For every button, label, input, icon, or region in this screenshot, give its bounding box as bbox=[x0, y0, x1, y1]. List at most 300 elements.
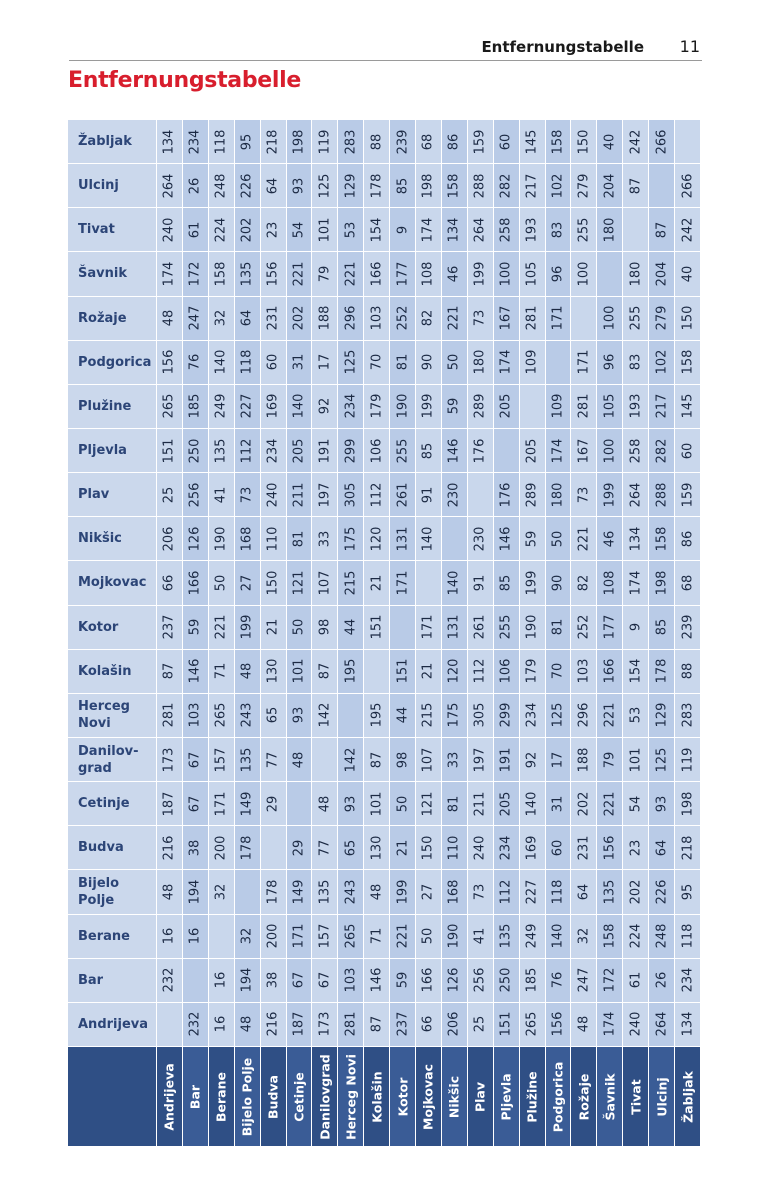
distance-cell bbox=[209, 473, 235, 517]
distance-value: 103 bbox=[343, 967, 359, 993]
distance-value: 125 bbox=[654, 747, 670, 772]
distance-cell bbox=[183, 738, 209, 782]
row-label-text: Bijelo Polje bbox=[78, 875, 120, 908]
distance-value: 59 bbox=[395, 971, 411, 989]
distance-value: 60 bbox=[498, 133, 514, 150]
distance-value: 135 bbox=[317, 879, 333, 905]
row-label bbox=[68, 208, 157, 252]
distance-value: 156 bbox=[550, 1011, 566, 1037]
distance-cell bbox=[442, 694, 468, 738]
distance-value: 86 bbox=[446, 133, 462, 150]
distance-cell bbox=[390, 561, 416, 605]
running-header bbox=[69, 34, 702, 61]
distance-cell bbox=[390, 297, 416, 341]
distance-value: 140 bbox=[291, 393, 307, 419]
distance-value: 60 bbox=[680, 442, 696, 459]
distance-cell bbox=[235, 252, 261, 296]
distance-cell bbox=[675, 429, 701, 473]
distance-cell bbox=[494, 517, 520, 561]
distance-value: 112 bbox=[498, 879, 514, 905]
distance-value: 194 bbox=[187, 879, 203, 905]
distance-cell bbox=[312, 473, 338, 517]
distance-cell bbox=[338, 341, 364, 385]
distance-value: 218 bbox=[265, 129, 281, 154]
distance-value: 53 bbox=[628, 707, 644, 724]
distance-cell bbox=[261, 473, 287, 517]
distance-value: 86 bbox=[680, 530, 696, 548]
distance-cell bbox=[183, 650, 209, 694]
row-label-text: Cetinje bbox=[78, 796, 130, 812]
distance-value: 108 bbox=[602, 570, 618, 596]
column-header bbox=[364, 1047, 390, 1147]
distance-cell bbox=[468, 297, 494, 341]
distance-value: 255 bbox=[498, 614, 514, 640]
distance-value: 215 bbox=[343, 570, 359, 596]
distance-cell bbox=[416, 120, 442, 164]
distance-value: 279 bbox=[576, 173, 592, 199]
distance-cell bbox=[520, 1003, 546, 1047]
distance-value: 187 bbox=[161, 791, 177, 817]
distance-cell bbox=[468, 1003, 494, 1047]
distance-value: 85 bbox=[395, 177, 411, 194]
distance-value: 224 bbox=[213, 217, 229, 243]
distance-value: 190 bbox=[446, 923, 462, 949]
distance-cell bbox=[520, 738, 546, 782]
distance-cell bbox=[364, 1003, 390, 1047]
distance-cell bbox=[520, 826, 546, 870]
distance-cell bbox=[649, 915, 675, 959]
distance-cell bbox=[416, 561, 442, 605]
distance-value: 31 bbox=[291, 353, 307, 371]
column-header bbox=[442, 1047, 468, 1147]
column-header bbox=[287, 1047, 313, 1147]
distance-cell bbox=[261, 517, 287, 561]
distance-value: 64 bbox=[265, 177, 281, 194]
distance-cell bbox=[494, 252, 520, 296]
distance-cell bbox=[416, 385, 442, 429]
distance-value: 121 bbox=[291, 570, 307, 596]
distance-value: 134 bbox=[628, 526, 644, 552]
distance-value: 204 bbox=[602, 173, 618, 199]
distance-value: 118 bbox=[239, 349, 255, 375]
distance-cell bbox=[209, 561, 235, 605]
distance-cell bbox=[520, 561, 546, 605]
distance-value: 173 bbox=[317, 1011, 333, 1037]
distance-value: 50 bbox=[420, 927, 436, 945]
distance-value: 142 bbox=[317, 702, 333, 728]
distance-value: 59 bbox=[524, 530, 540, 548]
distance-cell bbox=[494, 826, 520, 870]
distance-cell bbox=[364, 870, 390, 914]
distance-cell bbox=[390, 694, 416, 738]
distance-cell bbox=[338, 517, 364, 561]
distance-value: 93 bbox=[654, 795, 670, 812]
distance-cell bbox=[442, 517, 468, 561]
distance-value: 79 bbox=[317, 265, 333, 283]
distance-value: 178 bbox=[265, 879, 281, 905]
column-header bbox=[261, 1047, 287, 1147]
distance-value: 151 bbox=[498, 1011, 514, 1037]
distance-cell bbox=[494, 385, 520, 429]
distance-cell bbox=[416, 473, 442, 517]
distance-cell bbox=[649, 385, 675, 429]
distance-cell bbox=[312, 650, 338, 694]
distance-value: 107 bbox=[317, 570, 333, 596]
distance-cell bbox=[157, 782, 183, 826]
distance-value: 100 bbox=[602, 438, 618, 463]
distance-cell bbox=[597, 915, 623, 959]
distance-cell bbox=[494, 650, 520, 694]
distance-value: 48 bbox=[576, 1016, 592, 1033]
distance-value: 41 bbox=[213, 486, 229, 503]
row-label bbox=[68, 120, 157, 164]
distance-value: 172 bbox=[187, 261, 203, 287]
distance-value: 265 bbox=[343, 923, 359, 949]
distance-cell bbox=[312, 297, 338, 341]
distance-cell bbox=[442, 561, 468, 605]
distance-cell bbox=[287, 561, 313, 605]
distance-value: 109 bbox=[550, 393, 566, 419]
distance-value: 177 bbox=[395, 261, 411, 287]
column-header bbox=[623, 1047, 649, 1147]
distance-value: 157 bbox=[317, 923, 333, 949]
column-header-text: Tivat bbox=[628, 1078, 644, 1115]
column-header bbox=[416, 1047, 442, 1147]
distance-value: 258 bbox=[498, 217, 514, 243]
distance-cell bbox=[338, 561, 364, 605]
column-header bbox=[157, 1047, 183, 1147]
distance-value: 21 bbox=[369, 574, 385, 592]
distance-cell bbox=[494, 297, 520, 341]
distance-value: 109 bbox=[524, 349, 540, 375]
row-label bbox=[68, 473, 157, 517]
distance-value: 154 bbox=[628, 658, 644, 684]
distance-cell bbox=[546, 297, 572, 341]
distance-value: 17 bbox=[550, 751, 566, 768]
distance-cell bbox=[312, 694, 338, 738]
distance-cell bbox=[183, 694, 209, 738]
distance-value: 101 bbox=[628, 747, 644, 772]
distance-value: 108 bbox=[420, 261, 436, 287]
distance-value: 171 bbox=[291, 923, 307, 949]
distance-cell bbox=[442, 606, 468, 650]
distance-value: 221 bbox=[291, 261, 307, 287]
distance-cell bbox=[520, 252, 546, 296]
distance-value: 77 bbox=[265, 751, 281, 768]
distance-cell bbox=[235, 826, 261, 870]
distance-cell bbox=[597, 959, 623, 1003]
distance-cell bbox=[468, 826, 494, 870]
distance-cell bbox=[571, 870, 597, 914]
distance-value: 118 bbox=[213, 129, 229, 154]
distance-value: 247 bbox=[187, 305, 203, 331]
distance-cell bbox=[157, 297, 183, 341]
distance-value: 98 bbox=[395, 751, 411, 768]
distance-value: 67 bbox=[317, 971, 333, 989]
distance-cell bbox=[468, 429, 494, 473]
distance-value: 264 bbox=[472, 217, 488, 243]
distance-value: 199 bbox=[239, 614, 255, 640]
distance-cell bbox=[287, 341, 313, 385]
distance-cell bbox=[183, 782, 209, 826]
distance-cell bbox=[390, 915, 416, 959]
distance-cell bbox=[261, 561, 287, 605]
distance-value: 199 bbox=[420, 393, 436, 419]
distance-cell bbox=[494, 738, 520, 782]
distance-cell bbox=[261, 650, 287, 694]
distance-value: 174 bbox=[628, 570, 644, 596]
distance-cell bbox=[338, 915, 364, 959]
column-header bbox=[649, 1047, 675, 1147]
distance-value: 81 bbox=[446, 795, 462, 812]
distance-value: 101 bbox=[291, 658, 307, 684]
distance-value: 200 bbox=[265, 923, 281, 949]
distance-cell bbox=[312, 517, 338, 561]
distance-cell bbox=[209, 870, 235, 914]
distance-cell bbox=[623, 870, 649, 914]
distance-value: 249 bbox=[524, 923, 540, 949]
distance-cell bbox=[442, 1003, 468, 1047]
distance-cell bbox=[338, 826, 364, 870]
row-label bbox=[68, 429, 157, 473]
distance-value: 158 bbox=[680, 349, 696, 375]
distance-cell bbox=[494, 208, 520, 252]
distance-value: 150 bbox=[265, 570, 281, 596]
distance-cell bbox=[520, 473, 546, 517]
distance-value: 193 bbox=[628, 393, 644, 419]
distance-cell bbox=[546, 870, 572, 914]
row-label-text: Plav bbox=[78, 487, 110, 503]
distance-cell bbox=[494, 694, 520, 738]
distance-value: 101 bbox=[369, 791, 385, 817]
distance-cell bbox=[261, 208, 287, 252]
distance-value: 283 bbox=[343, 129, 359, 154]
distance-value: 146 bbox=[446, 438, 462, 463]
distance-cell bbox=[649, 517, 675, 561]
distance-value: 288 bbox=[654, 482, 670, 508]
distance-value: 199 bbox=[395, 879, 411, 905]
distance-cell bbox=[442, 120, 468, 164]
distance-cell bbox=[416, 429, 442, 473]
distance-value: 67 bbox=[187, 751, 203, 768]
distance-value: 193 bbox=[524, 217, 540, 243]
row-label-text: Kotor bbox=[78, 619, 119, 635]
distance-cell bbox=[312, 208, 338, 252]
distance-cell bbox=[209, 208, 235, 252]
distance-value: 202 bbox=[291, 305, 307, 331]
distance-cell bbox=[390, 341, 416, 385]
distance-cell bbox=[623, 606, 649, 650]
distance-value: 281 bbox=[524, 305, 540, 331]
distance-cell bbox=[287, 297, 313, 341]
distance-cell bbox=[390, 826, 416, 870]
distance-cell bbox=[597, 208, 623, 252]
distance-value: 216 bbox=[265, 1011, 281, 1037]
distance-cell bbox=[364, 782, 390, 826]
distance-cell bbox=[261, 429, 287, 473]
distance-cell bbox=[520, 120, 546, 164]
distance-value: 98 bbox=[317, 618, 333, 636]
distance-value: 248 bbox=[654, 923, 670, 949]
distance-cell bbox=[520, 915, 546, 959]
row-label-text: Podgorica bbox=[78, 354, 152, 370]
distance-value: 240 bbox=[472, 835, 488, 861]
distance-value: 90 bbox=[550, 574, 566, 592]
distance-value: 240 bbox=[265, 482, 281, 508]
distance-value: 103 bbox=[369, 305, 385, 331]
distance-value: 178 bbox=[369, 173, 385, 199]
distance-value: 239 bbox=[395, 129, 411, 154]
distance-value: 95 bbox=[680, 883, 696, 901]
distance-cell bbox=[675, 694, 701, 738]
distance-value: 48 bbox=[317, 795, 333, 812]
distance-cell bbox=[623, 297, 649, 341]
distance-cell bbox=[390, 738, 416, 782]
distance-cell bbox=[649, 694, 675, 738]
distance-value: 180 bbox=[472, 349, 488, 375]
distance-cell bbox=[571, 385, 597, 429]
distance-value: 120 bbox=[446, 658, 462, 684]
distance-value: 129 bbox=[654, 702, 670, 728]
distance-cell bbox=[235, 208, 261, 252]
distance-value: 125 bbox=[343, 349, 359, 375]
distance-value: 255 bbox=[576, 217, 592, 243]
distance-cell bbox=[546, 429, 572, 473]
distance-value: 174 bbox=[498, 349, 514, 375]
distance-value: 171 bbox=[420, 614, 436, 640]
distance-value: 16 bbox=[187, 927, 203, 945]
distance-cell bbox=[416, 297, 442, 341]
distance-cell bbox=[157, 120, 183, 164]
distance-cell bbox=[675, 1003, 701, 1047]
distance-cell bbox=[623, 1003, 649, 1047]
distance-value: 226 bbox=[239, 173, 255, 199]
distance-cell bbox=[546, 120, 572, 164]
distance-value: 100 bbox=[602, 305, 618, 331]
distance-cell bbox=[494, 1003, 520, 1047]
running-header-title: Entfernungstabelle bbox=[481, 38, 644, 56]
distance-value: 187 bbox=[291, 1011, 307, 1037]
distance-value: 29 bbox=[291, 839, 307, 857]
row-label bbox=[68, 782, 157, 826]
distance-value: 174 bbox=[161, 261, 177, 287]
distance-value: 48 bbox=[161, 309, 177, 327]
column-header bbox=[468, 1047, 494, 1147]
distance-cell bbox=[183, 959, 209, 1003]
distance-cell bbox=[416, 915, 442, 959]
distance-cell bbox=[287, 164, 313, 208]
distance-value: 16 bbox=[213, 971, 229, 989]
distance-cell bbox=[571, 429, 597, 473]
distance-cell bbox=[623, 561, 649, 605]
distance-cell bbox=[209, 650, 235, 694]
distance-cell bbox=[338, 959, 364, 1003]
distance-value: 205 bbox=[291, 438, 307, 463]
distance-cell bbox=[312, 915, 338, 959]
distance-value: 157 bbox=[213, 747, 229, 772]
distance-cell bbox=[520, 650, 546, 694]
distance-value: 70 bbox=[550, 662, 566, 680]
distance-cell bbox=[235, 341, 261, 385]
distance-cell bbox=[390, 1003, 416, 1047]
distance-cell bbox=[287, 738, 313, 782]
distance-cell bbox=[235, 429, 261, 473]
distance-cell bbox=[261, 694, 287, 738]
distance-cell bbox=[416, 826, 442, 870]
distance-value: 48 bbox=[291, 751, 307, 768]
distance-value: 237 bbox=[161, 614, 177, 640]
distance-cell bbox=[312, 826, 338, 870]
distance-value: 135 bbox=[602, 879, 618, 905]
distance-cell bbox=[597, 561, 623, 605]
distance-cell bbox=[571, 1003, 597, 1047]
distance-value: 249 bbox=[213, 393, 229, 419]
distance-cell bbox=[597, 385, 623, 429]
distance-cell bbox=[494, 429, 520, 473]
distance-cell bbox=[209, 959, 235, 1003]
distance-value: 67 bbox=[187, 795, 203, 812]
distance-cell bbox=[287, 120, 313, 164]
distance-value: 95 bbox=[239, 133, 255, 150]
row-label-text: Kolašin bbox=[78, 663, 132, 679]
distance-cell bbox=[546, 782, 572, 826]
distance-value: 70 bbox=[369, 353, 385, 371]
distance-value: 87 bbox=[628, 177, 644, 194]
distance-value: 281 bbox=[576, 393, 592, 419]
distance-value: 53 bbox=[343, 221, 359, 239]
distance-value: 279 bbox=[654, 305, 670, 331]
distance-value: 135 bbox=[239, 747, 255, 772]
distance-cell bbox=[287, 208, 313, 252]
distance-cell bbox=[235, 870, 261, 914]
distance-cell bbox=[157, 385, 183, 429]
distance-cell bbox=[338, 650, 364, 694]
distance-value: 179 bbox=[369, 393, 385, 419]
distance-value: 130 bbox=[369, 835, 385, 861]
row-label bbox=[68, 517, 157, 561]
distance-cell bbox=[287, 385, 313, 429]
distance-value: 140 bbox=[420, 526, 436, 552]
distance-cell bbox=[261, 606, 287, 650]
distance-cell bbox=[261, 385, 287, 429]
row-label bbox=[68, 870, 157, 914]
distance-cell bbox=[261, 252, 287, 296]
distance-cell bbox=[571, 517, 597, 561]
distance-value: 145 bbox=[524, 129, 540, 154]
distance-cell bbox=[675, 208, 701, 252]
distance-cell bbox=[468, 606, 494, 650]
distance-value: 247 bbox=[576, 967, 592, 993]
distance-value: 150 bbox=[420, 835, 436, 861]
distance-value: 168 bbox=[446, 879, 462, 905]
distance-cell bbox=[183, 826, 209, 870]
distance-cell bbox=[520, 164, 546, 208]
distance-cell bbox=[442, 959, 468, 1003]
distance-value: 135 bbox=[498, 923, 514, 949]
distance-cell bbox=[546, 252, 572, 296]
distance-value: 76 bbox=[550, 971, 566, 989]
distance-cell bbox=[442, 870, 468, 914]
distance-cell bbox=[494, 606, 520, 650]
distance-value: 243 bbox=[239, 702, 255, 728]
distance-value: 158 bbox=[602, 923, 618, 949]
distance-cell bbox=[261, 1003, 287, 1047]
distance-cell bbox=[442, 341, 468, 385]
distance-cell bbox=[261, 164, 287, 208]
distance-cell bbox=[312, 870, 338, 914]
column-header bbox=[209, 1047, 235, 1147]
distance-value: 166 bbox=[420, 967, 436, 993]
